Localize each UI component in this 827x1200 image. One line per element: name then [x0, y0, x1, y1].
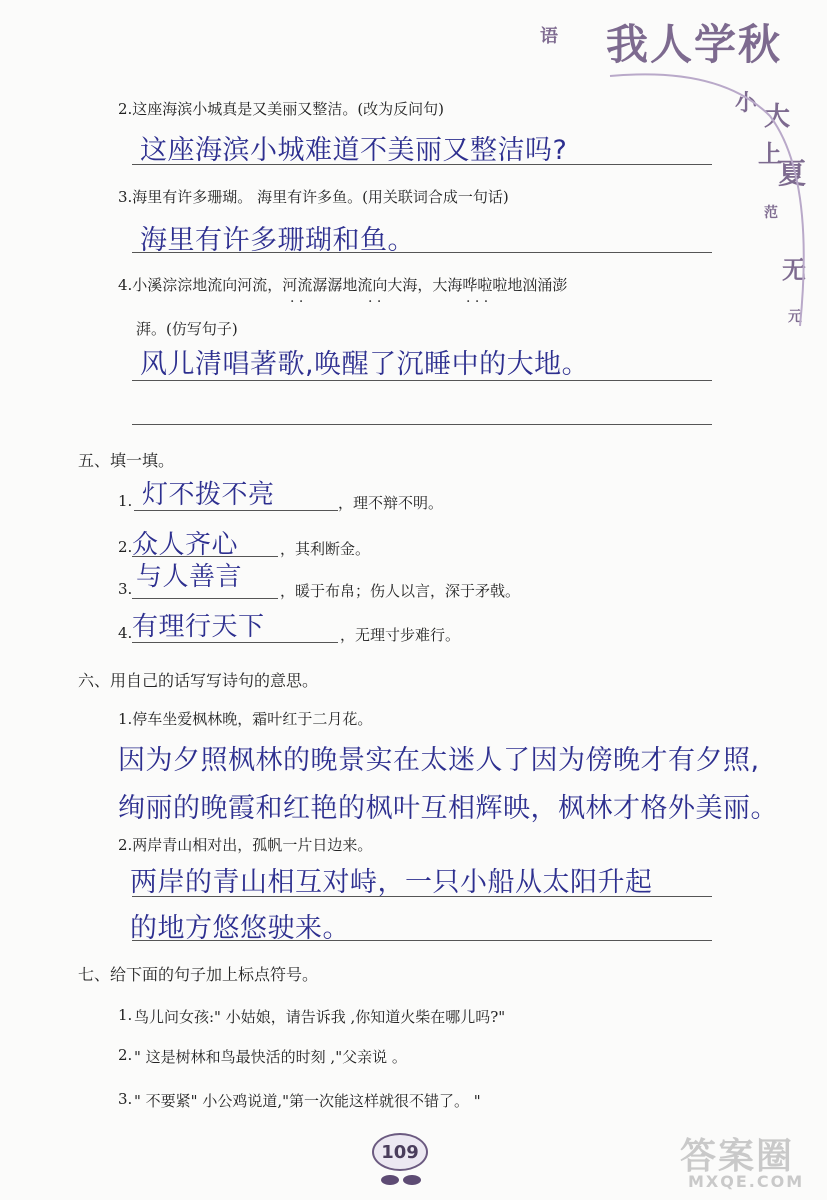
emphasis-dots: · · — [368, 294, 382, 310]
punct-2-text: " 这是树林和鸟最快活的时刻 ,"父亲说 。 — [134, 1048, 407, 1066]
stamp-char-da: 大 — [764, 102, 791, 132]
answer-line — [132, 380, 712, 381]
q4-4-prompt-line2: 湃。(仿写句子) — [136, 320, 238, 338]
answer-line — [132, 252, 712, 253]
stamp-char-yu: 语 — [540, 26, 558, 47]
poem-1-prompt: 1.停车坐爱枫林晚，霜叶红于二月花。 — [118, 710, 373, 728]
q4-2-answer: 这座海滨小城难道不美丽又整洁吗? — [140, 135, 568, 166]
fill-4-num: 4. — [118, 624, 133, 642]
poem-2-answer-line2: 的地方悠悠驶来。 — [130, 913, 350, 944]
poem-1-answer-line2: 绚丽的晚霞和红艳的枫叶互相辉映，枫林才格外美丽。 — [118, 793, 778, 824]
answer-line — [132, 164, 712, 165]
stamp-char-xia: 夏 — [778, 157, 807, 190]
poem-2-answer-line1: 两岸的青山相互对峙，一只小船从太阳升起 — [130, 867, 653, 898]
watermark-url: MXQE.COM — [688, 1172, 805, 1191]
stamp-char-fan: 范 — [764, 205, 778, 221]
section-6-heading: 六、用自己的话写写诗句的意思。 — [78, 671, 319, 690]
q4-4-prompt-line1: 4.小溪淙淙地流向河流，河流潺潺地流向大海，大海哗啦啦地汹涌澎 — [118, 276, 568, 294]
fill-1-answer: 灯不拨不亮 — [142, 480, 275, 510]
q4-2-prompt: 2.这座海滨小城真是又美丽又整洁。(改为反问句) — [118, 100, 445, 118]
punct-2-num: 2. — [118, 1046, 133, 1064]
stamp-char-wu: 无 — [782, 255, 806, 284]
fill-blank — [132, 598, 278, 599]
punct-3-text: " 不要紧" 小公鸡说道,"第一次能这样就很不错了。 " — [134, 1092, 481, 1110]
punct-3-num: 3. — [118, 1090, 133, 1108]
fill-1-num: 1. — [118, 492, 133, 510]
fill-3-rest: ，暖于布帛；伤人以言，深于矛戟。 — [280, 582, 521, 600]
q4-4-answer: 风儿清唱著歌,唤醒了沉睡中的大地。 — [140, 349, 590, 380]
fill-2-rest: ，其利断金。 — [280, 540, 371, 558]
stamp-curve-decoration — [600, 6, 827, 336]
fill-3-num: 3. — [118, 580, 133, 598]
page-number: 109 — [381, 1141, 419, 1163]
fill-1-rest: ，理不辩不明。 — [338, 494, 444, 512]
poem-2-prompt: 2.两岸青山相对出，孤帆一片日边来。 — [118, 836, 373, 854]
fill-blank — [134, 510, 338, 511]
stamp-char-shang: 上 — [758, 139, 782, 168]
section-5-heading: 五、填一填。 — [78, 451, 175, 470]
poem-1-answer-line1: 因为夕照枫林的晚景实在太迷人了因为傍晚才有夕照, — [118, 745, 760, 776]
fill-4-rest: ，无理寸步难行。 — [340, 626, 461, 644]
section-7-heading: 七、给下面的句子加上标点符号。 — [78, 965, 319, 984]
mascot-feet-decoration — [378, 1160, 424, 1190]
watermark-logo: 答案圈 — [680, 1136, 795, 1177]
header-title: 我人学秋 — [606, 20, 783, 69]
fill-4-answer: 有理行天下 — [132, 612, 265, 642]
fill-blank — [132, 642, 338, 643]
punct-1-text: 鸟儿问女孩:" 小姑娘，请告诉我 ,你知道火柴在哪儿吗?" — [134, 1008, 506, 1026]
fill-2-answer: 众人齐心 — [132, 530, 239, 560]
q4-3-answer: 海里有许多珊瑚和鱼。 — [140, 225, 415, 256]
punct-1-num: 1. — [118, 1006, 133, 1024]
fill-2-num: 2. — [118, 538, 133, 556]
answer-line — [132, 896, 712, 897]
answer-line — [132, 940, 712, 941]
answer-line — [132, 424, 712, 425]
emphasis-dots: · · — [290, 294, 304, 310]
stamp-char-yuan: 元 — [788, 309, 802, 325]
emphasis-dots: · · · — [466, 294, 489, 310]
fill-3-answer: 与人善言 — [136, 562, 243, 592]
q4-3-prompt: 3.海里有许多珊瑚。 海里有许多鱼。(用关联词合成一句话) — [118, 188, 509, 206]
stamp-char-xiao: 小 — [735, 90, 758, 116]
